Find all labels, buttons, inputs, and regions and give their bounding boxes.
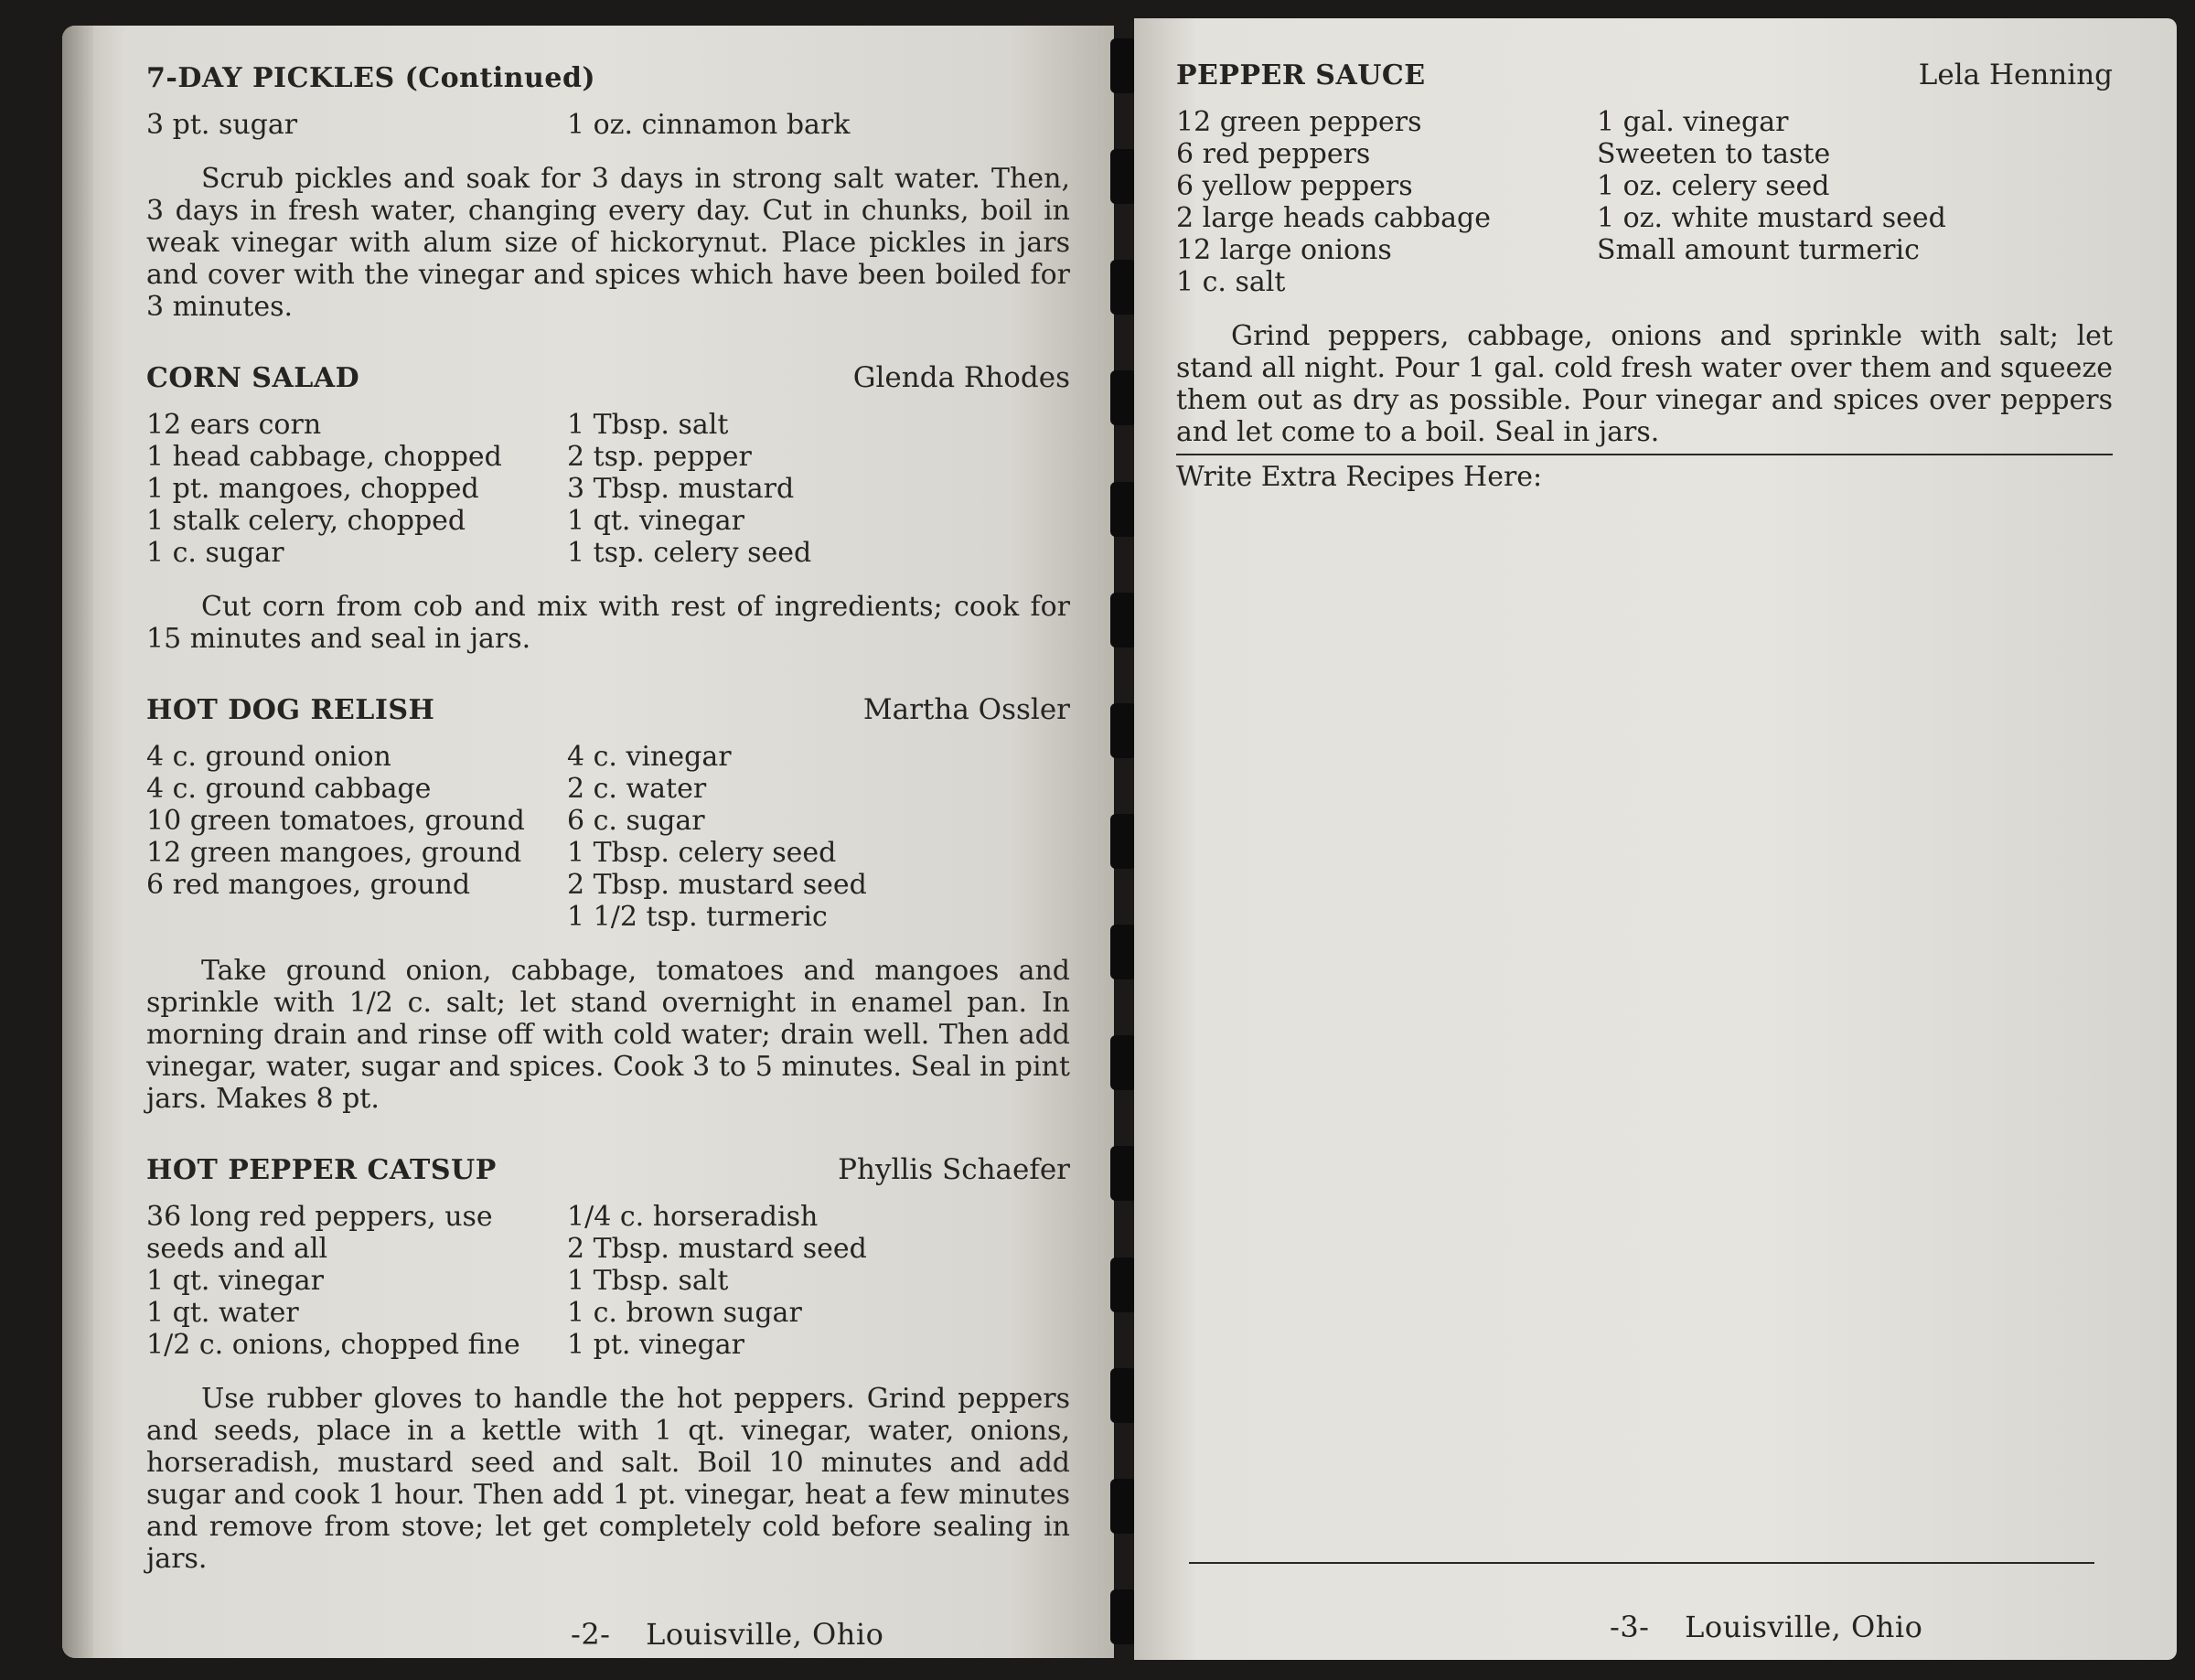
ingredient: 2 Tbsp. mustard seed <box>567 1233 867 1265</box>
recipe-block <box>146 693 1070 1115</box>
ingredient: 1 qt. water <box>146 1297 299 1329</box>
recipe-title: CORN SALAD <box>146 362 360 394</box>
ingredient: 1 gal. vinegar <box>1597 106 1789 138</box>
recipe-directions: Scrub pickles and soak for 3 days in strong salt water. Then, 3 days in fresh water, changing every day. Cut in chunks, boil in weak vinegar with alum size of hickorynut. Place pickles in jars and cover with the vinegar and spices which have been boiled for 3 minutes. <box>146 163 1070 323</box>
ingredient: 1 c. salt <box>1176 266 1286 298</box>
ingredient: 4 c. ground onion <box>146 741 391 773</box>
ingredient: 1 pt. mangoes, chopped <box>146 473 479 505</box>
extra-recipes-label: Write Extra Recipes Here: <box>1176 461 1543 493</box>
ingredient-column-2 <box>567 1201 1070 1361</box>
ingredient-column-2 <box>567 409 1070 569</box>
ingredient: 6 c. sugar <box>567 805 705 837</box>
ingredient: 1 tsp. celery seed <box>567 537 812 569</box>
ingredient: 1 c. brown sugar <box>567 1297 802 1329</box>
ingredient: 1 qt. vinegar <box>567 505 745 537</box>
ingredient-column-2 <box>567 109 1070 141</box>
ingredient: 1 Tbsp. celery seed <box>567 837 837 869</box>
recipe-title: HOT PEPPER CATSUP <box>146 1154 497 1186</box>
recipe-title: HOT DOG RELISH <box>146 694 435 726</box>
ingredient: 12 green peppers <box>1176 106 1422 138</box>
ingredient-column-1 <box>146 109 567 141</box>
ingredient-column-2 <box>567 741 1070 933</box>
page-number: -2- <box>571 1617 611 1652</box>
ingredient-column-1 <box>146 741 567 933</box>
ingredient: 1 1/2 tsp. turmeric <box>567 901 828 933</box>
recipe-directions: Use rubber gloves to handle the hot peppers. Grind peppers and seeds, place in a kettle with 1 qt. vinegar, water, onions, horseradish, mustard seed and salt. Boil 10 minutes and add sugar and cook 1 hour. Then add 1 pt. vinegar, heat a few minutes and remove from stove; let get completely cold before sealing in jars. <box>146 1383 1070 1575</box>
ingredient: 1 oz. white mustard seed <box>1597 202 1946 234</box>
footer-place: Louisville, Ohio <box>646 1617 884 1652</box>
recipe-header <box>146 1153 1070 1186</box>
ingredient-columns <box>146 409 1070 569</box>
ingredient: 1 c. sugar <box>146 537 284 569</box>
ingredient: 2 Tbsp. mustard seed <box>567 869 867 901</box>
ingredient-columns <box>146 1201 1070 1361</box>
ingredient: 12 ears corn <box>146 409 322 441</box>
ingredient: 1 pt. vinegar <box>567 1329 745 1361</box>
left-page-footer <box>571 1617 883 1652</box>
ingredient: 36 long red peppers, use <box>146 1201 493 1233</box>
ingredient-columns <box>146 109 1070 141</box>
ingredient: 6 yellow peppers <box>1176 170 1413 202</box>
ingredient: 1/4 c. horseradish <box>567 1201 819 1233</box>
footer-place: Louisville, Ohio <box>1685 1610 1923 1644</box>
recipe-block <box>146 62 1070 323</box>
recipe-author: Lela Henning <box>1918 59 2113 91</box>
right-page <box>1134 18 2177 1660</box>
recipe-author: Glenda Rhodes <box>852 361 1070 394</box>
ingredient: 6 red mangoes, ground <box>146 869 471 901</box>
ingredient: 10 green tomatoes, ground <box>146 805 525 837</box>
footer-divider-line <box>1189 1562 2094 1564</box>
recipe-directions: Take ground onion, cabbage, tomatoes and mangoes and sprinkle with 1/2 c. salt; let stand overnight in enamel pan. In morning drain and rinse off with cold water; drain well. Then add vinegar, water, sugar and spices. Cook 3 to 5 minutes. Seal in pint jars. Makes 8 pt. <box>146 955 1070 1115</box>
ingredient: 2 tsp. pepper <box>567 441 752 473</box>
ingredient: 4 c. vinegar <box>567 741 732 773</box>
ingredient: 2 c. water <box>567 773 707 805</box>
page-number: -3- <box>1610 1610 1650 1644</box>
ingredient: Small amount turmeric <box>1597 234 1920 266</box>
recipe-block <box>146 1153 1070 1575</box>
ingredient: 1 Tbsp. salt <box>567 1265 729 1297</box>
recipe-header <box>146 62 1070 94</box>
ingredient: 1 oz. cinnamon bark <box>567 109 851 141</box>
divider-line <box>1176 454 2113 455</box>
ingredient: 12 large onions <box>1176 234 1392 266</box>
ingredient: 4 c. ground cabbage <box>146 773 432 805</box>
ingredient: 12 green mangoes, ground <box>146 837 522 869</box>
recipe-author: Martha Ossler <box>862 693 1070 726</box>
ingredient-column-2 <box>1597 106 2113 298</box>
ingredient: Sweeten to taste <box>1597 138 1831 170</box>
ingredient-column-1 <box>146 409 567 569</box>
ingredient: 6 red peppers <box>1176 138 1371 170</box>
recipe-directions: Grind peppers, cabbage, onions and sprinkle with salt; let stand all night. Pour 1 gal. cold fresh water over them and squeeze them out as dry as possible. Pour vinegar and spices over peppers and let come to a boil. Seal in jars. <box>1176 320 2113 448</box>
recipe-title: 7-DAY PICKLES (Continued) <box>146 62 596 94</box>
recipe-block <box>146 361 1070 655</box>
ingredient: 1/2 c. onions, chopped fine <box>146 1329 520 1361</box>
right-page-footer <box>1610 1610 1922 1644</box>
ingredient-columns <box>1176 106 2113 298</box>
ingredient: 1 head cabbage, chopped <box>146 441 502 473</box>
ingredient: 1 oz. celery seed <box>1597 170 1830 202</box>
recipe-header <box>146 693 1070 726</box>
ingredient-columns <box>146 741 1070 933</box>
recipe-pepper-sauce <box>1176 59 2113 493</box>
recipe-author: Phyllis Schaefer <box>838 1153 1070 1186</box>
ingredient: 3 Tbsp. mustard <box>567 473 795 505</box>
recipe-header <box>146 361 1070 394</box>
recipe-title: PEPPER SAUCE <box>1176 59 1426 91</box>
ingredient: 3 pt. sugar <box>146 109 298 141</box>
left-recipe-list <box>146 62 1070 1575</box>
ingredient: 1 stalk celery, chopped <box>146 505 466 537</box>
recipe-directions: Cut corn from cob and mix with rest of ingredients; cook for 15 minutes and seal in jars. <box>146 591 1070 655</box>
ingredient-column-1 <box>1176 106 1597 298</box>
left-page <box>62 26 1114 1658</box>
ingredient: 1 Tbsp. salt <box>567 409 729 441</box>
ingredient-column-1 <box>146 1201 567 1361</box>
ingredient: 2 large heads cabbage <box>1176 202 1491 234</box>
ingredient: 1 qt. vinegar <box>146 1265 325 1297</box>
ingredient: seeds and all <box>146 1233 328 1265</box>
